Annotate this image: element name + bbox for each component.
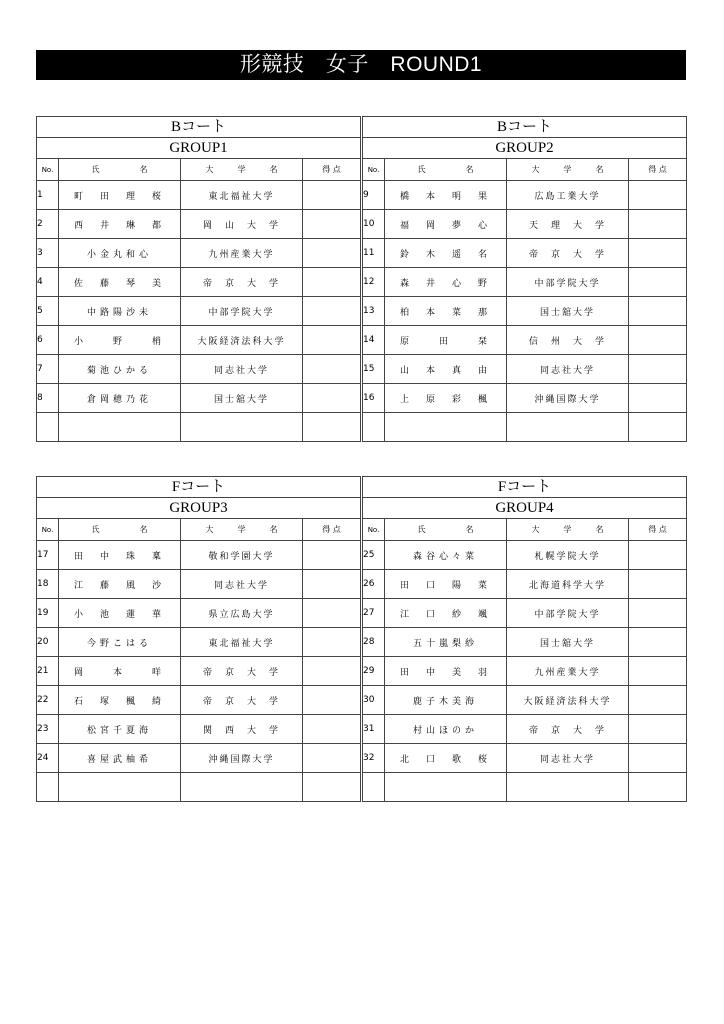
table-row [363, 355, 687, 384]
court-section-f [36, 476, 686, 804]
entry-number: 31 [363, 715, 385, 744]
entry-university: 同志社大学 [181, 570, 303, 599]
header-score: 得 点 [303, 519, 361, 541]
entry-number: 18 [37, 570, 59, 599]
blank-row [363, 413, 687, 442]
entry-name: 菊池ひかる [59, 355, 181, 384]
entry-name: 五十嵐梨紗 [385, 628, 507, 657]
blank-cell [363, 773, 385, 802]
score-cell[interactable] [629, 239, 687, 268]
header-no: No. [37, 159, 59, 181]
entry-number: 9 [363, 181, 385, 210]
header-name: 氏 名 [385, 519, 507, 541]
score-cell[interactable] [303, 599, 361, 628]
group-label: GROUP3 [37, 498, 361, 519]
table-row [363, 239, 687, 268]
header-name: 氏 名 [59, 159, 181, 181]
table-row [37, 210, 361, 239]
entry-name: 町 田 理 桜 [59, 181, 181, 210]
entry-university: 中部学院大学 [507, 599, 629, 628]
entry-name: 村山ほのか [385, 715, 507, 744]
score-cell[interactable] [303, 326, 361, 355]
table-row [37, 570, 361, 599]
blank-cell [629, 773, 687, 802]
table-row [363, 210, 687, 239]
entry-university: 東北福祉大学 [181, 181, 303, 210]
entry-name: 田 中 美 羽 [385, 657, 507, 686]
table-row [363, 570, 687, 599]
blank-cell [629, 413, 687, 442]
blank-cell [181, 413, 303, 442]
entry-university: 九州産業大学 [507, 657, 629, 686]
score-cell[interactable] [629, 297, 687, 326]
entry-university: 国士舘大学 [181, 384, 303, 413]
entry-name: 西 井 琳 都 [59, 210, 181, 239]
entry-university: 大阪経済法科大学 [507, 686, 629, 715]
blank-cell [303, 413, 361, 442]
entry-name: 佐 藤 琴 美 [59, 268, 181, 297]
entry-name: 鈴 木 遥 名 [385, 239, 507, 268]
entry-number: 10 [363, 210, 385, 239]
header-no: No. [363, 519, 385, 541]
entry-university: 岡 山 大 学 [181, 210, 303, 239]
entry-university: 沖縄国際大学 [507, 384, 629, 413]
table-row [37, 657, 361, 686]
entry-number: 25 [363, 541, 385, 570]
table-row [363, 384, 687, 413]
header-no: No. [37, 519, 59, 541]
entry-name: 山 本 真 由 [385, 355, 507, 384]
table-row [363, 657, 687, 686]
score-cell[interactable] [303, 239, 361, 268]
score-cell[interactable] [303, 297, 361, 326]
court-label: Bコート [37, 117, 361, 138]
entry-university: 帝 京 大 学 [507, 239, 629, 268]
entry-number: 32 [363, 744, 385, 773]
entry-number: 8 [37, 384, 59, 413]
score-cell[interactable] [629, 210, 687, 239]
entry-name: 小金丸和心 [59, 239, 181, 268]
entry-university: 帝 京 大 学 [181, 268, 303, 297]
entry-name: 橋 本 明 果 [385, 181, 507, 210]
entry-university: 北海道科学大学 [507, 570, 629, 599]
entry-name: 柏 本 菜 那 [385, 297, 507, 326]
group-3-table [36, 476, 360, 804]
entry-university: 帝 京 大 学 [181, 686, 303, 715]
score-cell[interactable] [629, 715, 687, 744]
header-no: No. [363, 159, 385, 181]
score-cell[interactable] [629, 326, 687, 355]
entry-number: 26 [363, 570, 385, 599]
entry-university: 天 理 大 学 [507, 210, 629, 239]
entry-name: 倉岡穂乃花 [59, 384, 181, 413]
score-cell[interactable] [303, 686, 361, 715]
table-row [37, 628, 361, 657]
entry-number: 14 [363, 326, 385, 355]
entry-university: 同志社大学 [181, 355, 303, 384]
table-row [363, 181, 687, 210]
blank-cell [507, 773, 629, 802]
entry-name: 松宮千夏海 [59, 715, 181, 744]
table-row [363, 541, 687, 570]
table-row [37, 744, 361, 773]
table-row [37, 181, 361, 210]
group-2-table [362, 116, 686, 444]
blank-cell [385, 413, 507, 442]
entry-name: 小 野 梢 [59, 326, 181, 355]
entry-number: 4 [37, 268, 59, 297]
blank-row [37, 773, 361, 802]
entry-university: 信 州 大 学 [507, 326, 629, 355]
score-cell[interactable] [629, 686, 687, 715]
score-cell[interactable] [629, 570, 687, 599]
entry-university: 帝 京 大 学 [181, 657, 303, 686]
table-row [37, 599, 361, 628]
entry-university: 札幌学院大学 [507, 541, 629, 570]
entry-name: 田 中 珠 稟 [59, 541, 181, 570]
blank-cell [303, 773, 361, 802]
entry-name: 今野こはる [59, 628, 181, 657]
blank-row [363, 773, 687, 802]
entry-number: 29 [363, 657, 385, 686]
entry-name: 江 藤 風 沙 [59, 570, 181, 599]
entry-university: 国士舘大学 [507, 297, 629, 326]
score-cell[interactable] [629, 628, 687, 657]
entry-number: 20 [37, 628, 59, 657]
table-row [37, 715, 361, 744]
entry-name: 上 原 彩 楓 [385, 384, 507, 413]
table-row [37, 239, 361, 268]
header-name: 氏 名 [385, 159, 507, 181]
blank-cell [181, 773, 303, 802]
entry-number: 13 [363, 297, 385, 326]
blank-cell [385, 773, 507, 802]
score-cell[interactable] [303, 657, 361, 686]
blank-cell [37, 413, 59, 442]
court-label: Bコート [363, 117, 687, 138]
group-label: GROUP1 [37, 138, 361, 159]
table-row [363, 686, 687, 715]
score-cell[interactable] [629, 181, 687, 210]
group-4-table [362, 476, 686, 804]
group-label: GROUP2 [363, 138, 687, 159]
entry-number: 22 [37, 686, 59, 715]
entry-name: 中路陽沙未 [59, 297, 181, 326]
table-row [37, 686, 361, 715]
entry-name: 森 井 心 野 [385, 268, 507, 297]
entry-number: 6 [37, 326, 59, 355]
entry-number: 12 [363, 268, 385, 297]
score-cell[interactable] [303, 541, 361, 570]
entry-number: 27 [363, 599, 385, 628]
entry-university: 東北福祉大学 [181, 628, 303, 657]
score-cell[interactable] [629, 268, 687, 297]
score-cell[interactable] [629, 541, 687, 570]
entry-university: 九州産業大学 [181, 239, 303, 268]
blank-cell [507, 413, 629, 442]
entry-university: 帝 京 大 学 [507, 715, 629, 744]
entry-name: 原 田 栞 [385, 326, 507, 355]
score-cell[interactable] [303, 715, 361, 744]
court-label: Fコート [363, 477, 687, 498]
blank-cell [59, 413, 181, 442]
entry-number: 15 [363, 355, 385, 384]
entry-number: 2 [37, 210, 59, 239]
header-university: 大 学 名 [507, 519, 629, 541]
entry-university: 広島工業大学 [507, 181, 629, 210]
entry-university: 関 西 大 学 [181, 715, 303, 744]
entry-number: 23 [37, 715, 59, 744]
entry-university: 国士舘大学 [507, 628, 629, 657]
table-row [37, 384, 361, 413]
entry-university: 敬和学園大学 [181, 541, 303, 570]
score-cell[interactable] [303, 210, 361, 239]
table-row [363, 326, 687, 355]
entry-name: 喜屋武柚希 [59, 744, 181, 773]
score-cell[interactable] [629, 355, 687, 384]
score-cell[interactable] [303, 628, 361, 657]
entry-number: 1 [37, 181, 59, 210]
entry-number: 3 [37, 239, 59, 268]
entry-name: 鹿子木美海 [385, 686, 507, 715]
entry-name: 江 口 紗 颯 [385, 599, 507, 628]
table-row [363, 268, 687, 297]
entry-number: 16 [363, 384, 385, 413]
entry-name: 北 口 歌 桜 [385, 744, 507, 773]
entry-university: 同志社大学 [507, 744, 629, 773]
entry-name: 田 口 陽 菜 [385, 570, 507, 599]
entry-university: 中部学院大学 [507, 268, 629, 297]
group-1-table [36, 116, 360, 444]
entry-name: 石 塚 楓 綺 [59, 686, 181, 715]
table-row [363, 715, 687, 744]
entry-number: 19 [37, 599, 59, 628]
entry-number: 30 [363, 686, 385, 715]
score-cell[interactable] [303, 570, 361, 599]
score-cell[interactable] [303, 384, 361, 413]
entry-name: 岡 本 咩 [59, 657, 181, 686]
header-university: 大 学 名 [181, 519, 303, 541]
score-cell[interactable] [629, 599, 687, 628]
court-section-b [36, 116, 686, 444]
page-title: 形競技 女子 ROUND1 [36, 50, 686, 80]
score-cell[interactable] [629, 657, 687, 686]
table-row [37, 355, 361, 384]
score-cell[interactable] [303, 355, 361, 384]
score-cell[interactable] [629, 384, 687, 413]
entry-number: 11 [363, 239, 385, 268]
entry-university: 大阪経済法科大学 [181, 326, 303, 355]
entry-name: 小 池 蓮 華 [59, 599, 181, 628]
table-row [363, 297, 687, 326]
header-score: 得 点 [303, 159, 361, 181]
entry-number: 17 [37, 541, 59, 570]
header-score: 得 点 [629, 159, 687, 181]
table-row [37, 326, 361, 355]
table-row [37, 297, 361, 326]
entry-number: 21 [37, 657, 59, 686]
entry-university: 同志社大学 [507, 355, 629, 384]
entry-number: 28 [363, 628, 385, 657]
blank-cell [37, 773, 59, 802]
entry-university: 沖縄国際大学 [181, 744, 303, 773]
entry-name: 福 岡 夢 心 [385, 210, 507, 239]
header-university: 大 学 名 [181, 159, 303, 181]
header-score: 得 点 [629, 519, 687, 541]
header-name: 氏 名 [59, 519, 181, 541]
group-label: GROUP4 [363, 498, 687, 519]
entry-number: 24 [37, 744, 59, 773]
entry-university: 県立広島大学 [181, 599, 303, 628]
header-university: 大 学 名 [507, 159, 629, 181]
table-row [363, 628, 687, 657]
entry-number: 5 [37, 297, 59, 326]
entry-number: 7 [37, 355, 59, 384]
blank-row [37, 413, 361, 442]
score-cell[interactable] [303, 181, 361, 210]
blank-cell [59, 773, 181, 802]
entry-university: 中部学院大学 [181, 297, 303, 326]
blank-cell [363, 413, 385, 442]
table-row [37, 541, 361, 570]
entry-name: 森谷心々菜 [385, 541, 507, 570]
table-row [363, 744, 687, 773]
court-label: Fコート [37, 477, 361, 498]
table-row [363, 599, 687, 628]
score-cell[interactable] [303, 268, 361, 297]
score-cell[interactable] [629, 744, 687, 773]
table-row [37, 268, 361, 297]
score-cell[interactable] [303, 744, 361, 773]
